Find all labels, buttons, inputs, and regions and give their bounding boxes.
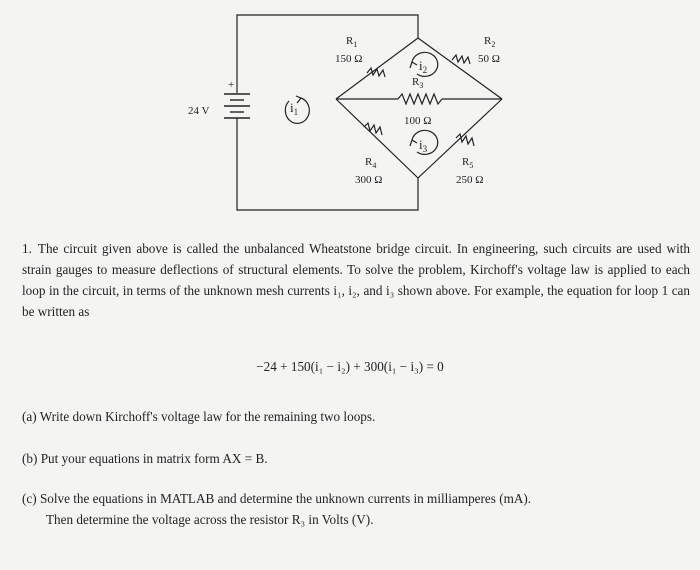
i1-label: $i_1$ xyxy=(290,100,299,117)
r1-value: 150 Ω xyxy=(335,53,363,65)
source-voltage: 24 V xyxy=(188,105,210,117)
r5-value: 250 Ω xyxy=(456,174,484,186)
problem-number: 1. xyxy=(22,241,32,256)
part-c-label: (c) xyxy=(22,491,37,506)
problem-text: The circuit given above is called the unbalanced Wheatstone bridge circuit. In engineering, such circuits are used with strain gauges to measure deflections of structural elements. To solve the problem, Kirchoff's voltage law is applied to each loop in the circuit, in terms of the unknown mesh currents i₁, i₂, and i₃ shown above. For example, the equation for loop 1 can be written as xyxy=(22,241,690,319)
r5-name: $R_5$ xyxy=(462,156,474,170)
battery-plus: + xyxy=(228,79,235,91)
loop1-equation: −24 + 150(i₁ − i₂) + 300(i₁ − i₃) = 0 xyxy=(256,359,444,374)
circuit-diagram xyxy=(0,0,700,225)
r1-name: $R_1$ xyxy=(346,35,358,49)
part-b xyxy=(22,448,690,469)
r3-zigzag xyxy=(398,94,442,104)
part-a-text: Write down Kirchoff's voltage law for the remaining two loops. xyxy=(39,409,376,424)
r3-value: 100 Ω xyxy=(404,115,432,127)
r3-name: $R_3$ xyxy=(412,76,424,90)
r4-name: $R_4$ xyxy=(365,156,377,170)
i3-label: $i_3$ xyxy=(419,137,428,154)
part-c-text2: Then determine the voltage across the resistor R₃ in Volts (V). xyxy=(46,512,374,527)
r2-name: $R_2$ xyxy=(484,35,496,49)
part-b-label: (b) xyxy=(22,451,38,466)
part-a-label: (a) xyxy=(22,409,37,424)
part-b-text: Put your equations in matrix form AX = B. xyxy=(40,451,268,466)
problem-statement xyxy=(22,238,690,322)
part-c-text: Solve the equations in MATLAB and determine the unknown currents in milliamperes (mA). xyxy=(39,491,532,506)
part-c xyxy=(22,488,690,530)
r2-zigzag xyxy=(452,55,470,64)
r2-value: 50 Ω xyxy=(478,53,500,65)
i2-label: $i_2$ xyxy=(419,58,428,75)
part-a xyxy=(22,406,690,427)
battery-symbol xyxy=(224,94,250,118)
r4-value: 300 Ω xyxy=(355,174,383,186)
